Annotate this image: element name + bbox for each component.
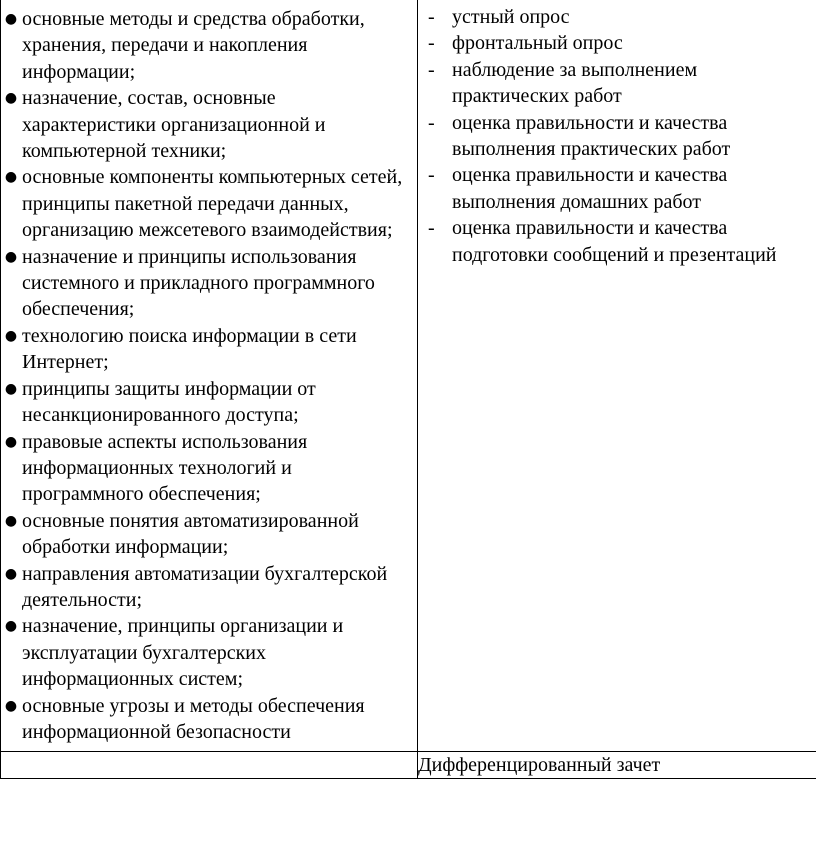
list-item-text: принципы защиты информации от несанкционированного доступа; [22,377,316,427]
list-item-line: устный опрос [452,6,570,28]
dash-marker: - [428,58,435,81]
list-item [1,323,409,376]
bullet-icon: ● [4,433,18,450]
list-item-line: наблюдение за выполнением [452,58,698,81]
list-item [418,162,816,215]
bullet-icon: ● [4,90,18,107]
list-item-text: основные понятия автоматизированной обработки информации; [22,509,359,559]
dash-marker: - [428,6,435,28]
final-assessment-cell: Дифференцированный зачет [418,752,816,779]
dash-marker: - [428,217,435,240]
list-item [418,215,816,268]
list-item [418,4,816,30]
table-row [1,0,816,752]
list-item [418,110,816,163]
table-row [1,752,816,779]
list-item-line: практических работ [452,85,622,108]
list-item-line: выполнения домашних работ [452,190,702,213]
list-item [1,561,409,614]
list-item-line: оценка правильности и качества [452,217,728,240]
list-item [1,429,409,508]
list-item-line: оценка правильности и качества [452,111,728,134]
list-item [1,376,409,429]
list-item-text: назначение, принципы организации и эксплуатации бухгалтерских информационных систем; [22,615,344,691]
list-item-line: фронтальный опрос [452,32,623,55]
bullet-icon: ● [4,327,18,344]
list-item-text: направления автоматизации бухгалтерской деятельности; [22,562,388,611]
list-item [1,6,409,85]
bullet-icon: ● [4,697,18,714]
list-item-text: основные методы и средства обработки, хранения, передачи и накопления информации; [22,8,365,83]
list-item [418,57,816,110]
list-item-text: назначение и принципы использования системного и прикладного программного обеспечения; [22,245,375,321]
bullet-icon: ● [4,169,18,186]
list-item [1,613,409,692]
list-item-text: технологию поиска информации в сети Интернет; [22,324,357,374]
bullet-icon: ● [4,512,18,529]
dash-marker: - [428,164,435,187]
list-item-text: назначение, состав, основные характеристики организационной и компьютерной техники; [22,87,326,163]
assessment-cell [418,0,816,752]
list-item [418,30,816,56]
list-item [1,244,409,323]
list-item [1,85,409,164]
bullet-icon: ● [4,11,18,27]
bullet-icon: ● [4,565,18,582]
list-item [1,693,409,746]
assessment-methods-list [418,0,816,268]
list-item-line: выполнения практических работ [452,138,731,161]
list-item-line: подготовки сообщений и презентаций [452,243,777,266]
empty-cell [1,752,418,779]
dash-marker: - [428,111,435,134]
bullet-icon: ● [4,618,18,635]
list-item-line: оценка правильности и качества [452,164,728,187]
dash-marker: - [428,32,435,55]
list-item [1,164,409,243]
knowledge-cell [1,0,418,752]
list-item-text: основные угрозы и методы обеспечения информационной безопасности [22,694,365,743]
bullet-icon: ● [4,248,18,265]
knowledge-list [1,0,417,751]
list-item-text: основные компоненты компьютерных сетей, принципы пакетной передачи данных, организацию межсетевого взаимодействия; [22,166,403,242]
bullet-icon: ● [4,380,18,397]
list-item [1,508,409,561]
list-item-text: правовые аспекты использования информационных технологий и программного обеспечения; [22,430,308,506]
